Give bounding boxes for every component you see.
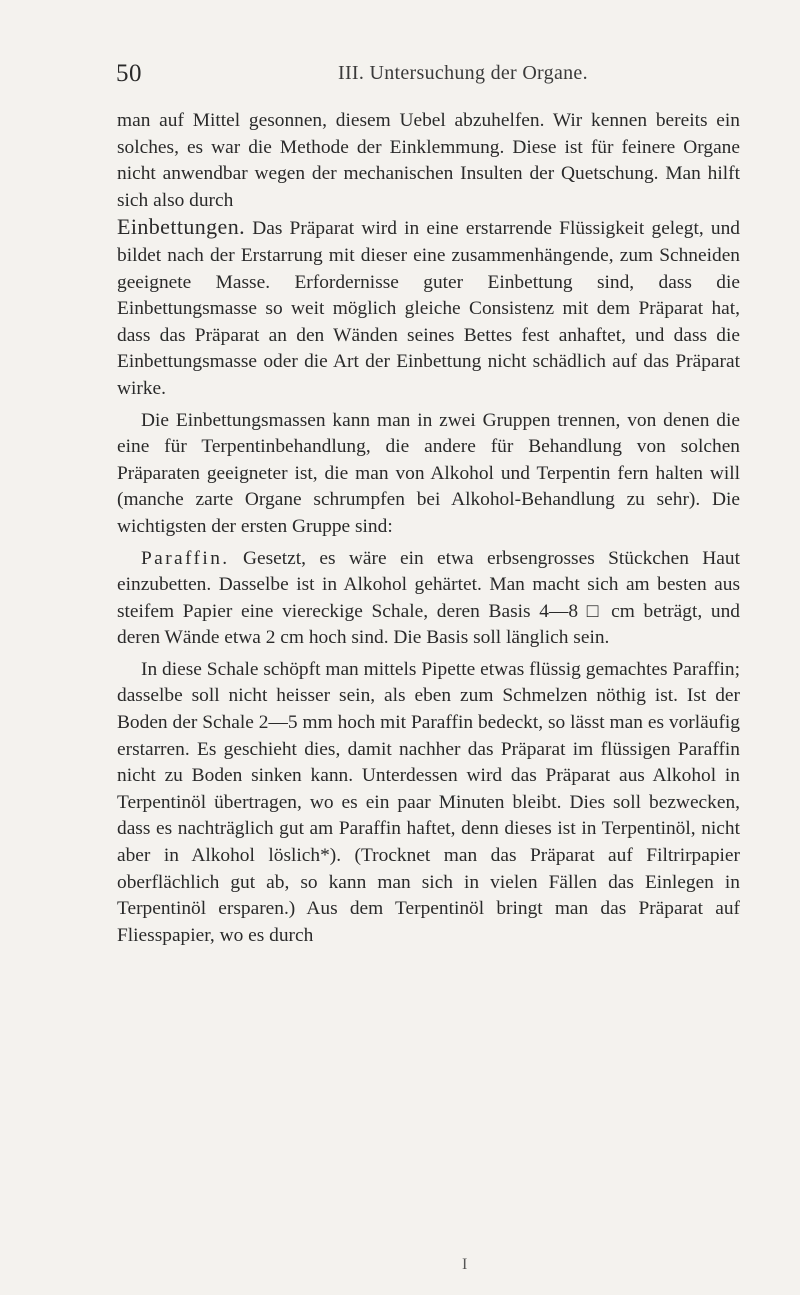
paragraph-3: [117, 408, 740, 541]
paragraph-text: man auf Mittel gesonnen, diesem Uebel abzuhelfen. Wir kennen bereits ein solches, es war die Methode der Einklemmung. Diese ist für feinere Organe nicht anwendbar wegen der mechanischen Insulten der Quetschung. Man hilft sich also durch: [117, 110, 740, 211]
paragraph-1: [117, 108, 740, 214]
paragraph-2: [117, 214, 740, 402]
footer-mark: I: [462, 1256, 468, 1273]
paragraph-text: In diese Schale schöpft man mittels Pipette etwas flüssig gemachtes Paraffin; dasselbe soll nicht heisser sein, als eben zum Schmelzen nöthig ist. Ist der Boden der Schale 2—5 mm hoch mit Paraffin bedeckt, so lässt man es vorläufig erstarren. Es geschieht dies, damit nachher das Präparat im flüssigen Paraffin nicht zu Boden sinken kann. Unterdessen wird das Präparat aus Alkohol in Terpentinöl übertragen, wo es ein paar Minuten bleibt. Dies soll bezwecken, dass es nachträglich gut am Paraffin haftet, denn dieses ist in Terpentinöl, nicht aber in Alkohol löslich*). (Trocknet man das Präparat auf Filtrirpapier oberflächlich gut ab, so kann man sich in vielen Fällen das Einlegen in Terpentinöl ersparen.) Aus dem Terpentinöl bringt man das Präparat auf Fliesspapier, wo es durch: [117, 658, 740, 946]
paragraph-5: [117, 657, 740, 950]
running-title: III. Untersuchung der Organe.: [338, 62, 588, 84]
page-number: 50: [116, 60, 142, 87]
body-text: [117, 108, 740, 949]
page-header: [116, 60, 736, 90]
paragraph-4: [117, 546, 740, 652]
section-heading-paraffin: Paraffin.: [141, 547, 230, 569]
section-heading-einbettungen: Einbettungen.: [117, 214, 246, 240]
paragraph-text: Die Einbettungsmassen kann man in zwei Gruppen trennen, von denen die eine für Terpentinbehandlung, die andere für Behandlung von solchen Präparaten geeigneter ist, die man von Alkohol und Terpentin fern halten will (manche zarte Organe schrumpfen bei Alkohol-Behandlung zu sehr). Die wichtigsten der ersten Gruppe sind:: [117, 409, 740, 537]
paragraph-text: Gesetzt, es wäre ein etwa erbsengrosses Stückchen Haut einzubetten. Dasselbe ist in Alkohol gehärtet. Man macht sich am besten aus steifem Papier eine viereckige Schale, deren Basis 4—8 □ cm beträgt, und deren Wände etwa 2 cm hoch sind. Die Basis soll länglich sein.: [117, 547, 740, 649]
paragraph-text: Das Präparat wird in eine erstarrende Flüssigkeit gelegt, und bildet nach der Erstarrung mit dieser eine zusammenhängende, zum Schneiden geeignete Masse. Erfordernisse guter Einbettung sind, dass die Einbettungsmasse so weit möglich gleiche Consistenz mit dem Präparat hat, dass das Präparat an den Wänden seines Bettes fest anhaftet, und dass die Einbettungsmasse oder die Art der Einbettung nicht schädlich auf das Präparat wirke.: [117, 218, 740, 399]
